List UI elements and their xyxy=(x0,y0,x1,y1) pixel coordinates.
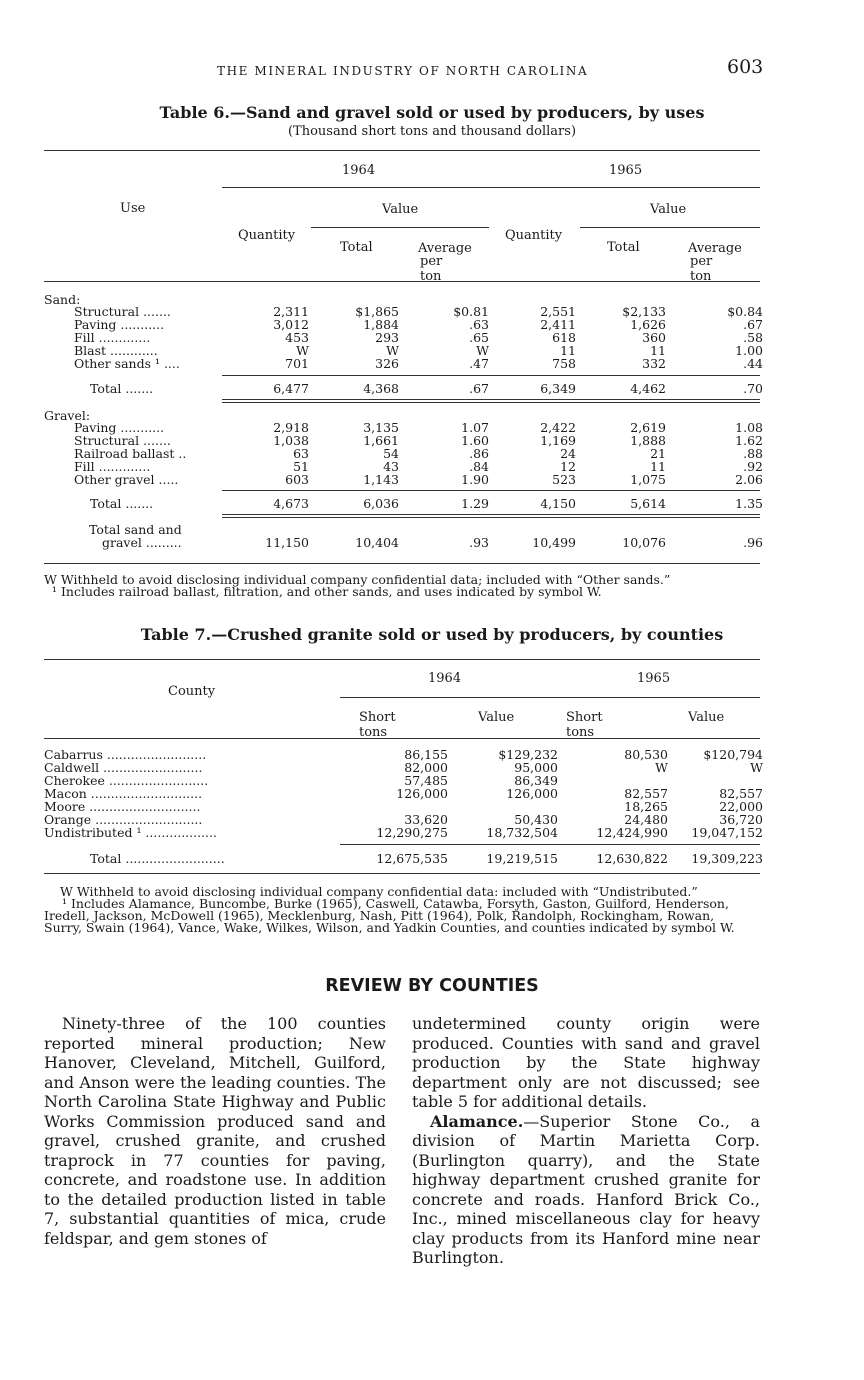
county-county-label: Caldwell ......................... xyxy=(44,760,203,775)
table7-body xyxy=(44,748,763,839)
sand-cell: 701 xyxy=(285,356,309,371)
right-column xyxy=(412,1014,760,1268)
grand-total-cell: .93 xyxy=(469,535,489,550)
county-county-label: Undistributed ¹ .................. xyxy=(44,825,217,840)
table7-top-rule xyxy=(44,659,760,660)
county-cell: 18,732,504 xyxy=(486,825,558,840)
sand-cell: 332 xyxy=(642,356,666,371)
county-row xyxy=(44,826,763,839)
gravel-cell: 523 xyxy=(552,472,576,487)
sand-cell: 2,551 xyxy=(540,304,576,319)
gravel-cell: 63 xyxy=(293,446,309,461)
county-total-cell: 12,630,822 xyxy=(596,851,668,866)
th7-value-1964: Value xyxy=(478,710,515,725)
gravel-cell: 54 xyxy=(383,446,399,461)
gravel-use-label: Structural ....... xyxy=(74,433,171,448)
county-cell: 80,530 xyxy=(624,747,668,762)
county-cell: 86,155 xyxy=(404,747,448,762)
gravel-cell: 1,169 xyxy=(540,433,576,448)
sand-total-cell: 6,349 xyxy=(540,381,576,396)
th7-value-1965: Value xyxy=(688,710,725,725)
county-total-cell: 12,675,535 xyxy=(376,851,448,866)
grand-total-cell: 11,150 xyxy=(265,535,309,550)
county-cell: 86,349 xyxy=(514,773,558,788)
sand-cell: .44 xyxy=(743,356,763,371)
gravel-cell: 1,661 xyxy=(363,433,399,448)
sand-cell: 1,884 xyxy=(363,317,399,332)
table6-subcaption: (Thousand short tons and thousand dollars) xyxy=(287,124,577,139)
county-cell: W xyxy=(750,760,763,775)
table6-caption: Table 6.—Sand and gravel sold or used by producers, by uses xyxy=(159,103,705,122)
county-cell: 33,620 xyxy=(404,812,448,827)
grand-total-row xyxy=(44,536,763,549)
sand-use-label: Other sands ¹ .... xyxy=(74,356,180,371)
county-cell: 36,720 xyxy=(719,812,763,827)
gravel-cell: 603 xyxy=(285,472,309,487)
th-quantity-1964: Quantity xyxy=(238,228,296,243)
sand-cell: 293 xyxy=(375,330,399,345)
sand-cell: W xyxy=(476,343,489,358)
grand-total-table xyxy=(44,536,763,549)
th-value-1965: Value xyxy=(650,202,687,217)
sand-total-row xyxy=(44,382,763,395)
gravel-cell: 2,918 xyxy=(273,420,309,435)
county-cell: W xyxy=(655,760,668,775)
sand-cell: W xyxy=(296,343,309,358)
th-value-1964: Value xyxy=(382,202,419,217)
gravel-cell: 43 xyxy=(383,459,399,474)
county-cell: 57,485 xyxy=(404,773,448,788)
table7-subtotal-rule xyxy=(340,844,760,845)
gravel-total-cell: 6,036 xyxy=(363,496,399,511)
gravel-cell: 1.90 xyxy=(461,472,489,487)
grand-total-cell: 10,404 xyxy=(355,535,399,550)
gravel-subtotal-rule xyxy=(222,490,760,491)
sand-total-cell: 4,462 xyxy=(630,381,666,396)
gravel-cell: .86 xyxy=(469,446,489,461)
sand-cell: 3,012 xyxy=(273,317,309,332)
grand-total-cell: 10,076 xyxy=(622,535,666,550)
sand-cell: .65 xyxy=(469,330,489,345)
table6-value-rule-1965 xyxy=(580,227,760,228)
gravel-cell: 1.62 xyxy=(735,433,763,448)
county-county-label: Macon ............................ xyxy=(44,786,203,801)
grand-total-label1: Total sand and xyxy=(89,522,182,537)
gravel-cell: .84 xyxy=(469,459,489,474)
sand-total-cell: 6,477 xyxy=(273,381,309,396)
sand-cell: $2,133 xyxy=(622,304,666,319)
county-county-label: Orange ........................... xyxy=(44,812,203,827)
sand-cell: .67 xyxy=(743,317,763,332)
table6-bottom-rule xyxy=(44,563,760,564)
gravel-total-cell: 4,673 xyxy=(273,496,309,511)
gravel-cell: 51 xyxy=(293,459,309,474)
gravel-cell: 1,038 xyxy=(273,433,309,448)
gravel-total-table xyxy=(44,497,763,510)
gravel-cell: 1,075 xyxy=(630,472,666,487)
gravel-cell: 1,143 xyxy=(363,472,399,487)
county-cell: 22,000 xyxy=(719,799,763,814)
alamance-text: —Superior Stone Co., a division of Martin Marietta Corp. (Burlington quarry), and the State highway department crushed granite for concrete and roads. Hanford Brick Co., Inc., mined miscellaneous clay for heavy clay products from its Hanford mine near Burlington. xyxy=(412,1111,760,1267)
gravel-row xyxy=(44,473,763,486)
gravel-cell: 11 xyxy=(650,459,666,474)
sand-cell: 453 xyxy=(285,330,309,345)
county-cell: 24,480 xyxy=(624,812,668,827)
table7-header-bottom-rule xyxy=(44,738,760,739)
page-number: 603 xyxy=(727,56,764,78)
table7-note-w: W Withheld to avoid disclosing individual company confidential data: included with “Undistributed.” xyxy=(60,884,698,899)
county-cell: 50,430 xyxy=(514,812,558,827)
sand-cell: $0.84 xyxy=(727,304,763,319)
gravel-cell: 1,888 xyxy=(630,433,666,448)
county-cell: 126,000 xyxy=(396,786,448,801)
county-cell: 82,000 xyxy=(404,760,448,775)
gravel-total-cell: 5,614 xyxy=(630,496,666,511)
th-1964: 1964 xyxy=(342,163,376,178)
sand-row xyxy=(44,357,763,370)
county-cell: 12,424,990 xyxy=(596,825,668,840)
sand-use-label: Blast ............ xyxy=(74,343,158,358)
gravel-use-label: Fill ............. xyxy=(74,459,151,474)
county-cell: 95,000 xyxy=(514,760,558,775)
th7-1965: 1965 xyxy=(637,671,671,686)
sand-label: Sand: xyxy=(44,292,81,307)
gravel-cell: 21 xyxy=(650,446,666,461)
gravel-cell: 24 xyxy=(560,446,576,461)
sand-cell: $0.81 xyxy=(453,304,489,319)
sand-use-label: Fill ............. xyxy=(74,330,151,345)
grand-total-use-label: gravel ......... xyxy=(102,535,182,550)
county-cell: 18,265 xyxy=(624,799,668,814)
gravel-cell: 2,619 xyxy=(630,420,666,435)
gravel-label: Gravel: xyxy=(44,408,91,423)
sand-cell: 758 xyxy=(552,356,576,371)
sand-use-label: Structural ....... xyxy=(74,304,171,319)
th-avg-1965-a: Average xyxy=(688,241,742,256)
th-total-1964: Total xyxy=(340,240,373,255)
right-paragraph-1: undetermined county origin were produced. Counties with sand and gravel production by the State highway department only are not discussed; see table 5 for additional details. xyxy=(412,1014,760,1111)
running-title: THE MINERAL INDUSTRY OF NORTH CAROLINA xyxy=(217,64,589,78)
sand-cell: 11 xyxy=(650,343,666,358)
sand-total-cell: .67 xyxy=(469,381,489,396)
gravel-use-label: Other gravel ..... xyxy=(74,472,179,487)
th7-shorttons-1965: Short tons xyxy=(566,710,603,740)
sand-cell: 2,411 xyxy=(540,317,576,332)
table7-note-1c: Surry, Swain (1964), Vance, Wake, Wilkes, Wilson, and Yadkin Counties, and counties indicated by symbol W. xyxy=(44,920,735,935)
gravel-total-row xyxy=(44,497,763,510)
sand-total-cell: .70 xyxy=(743,381,763,396)
county-cell: 82,557 xyxy=(719,786,763,801)
gravel-cell: 1.60 xyxy=(461,433,489,448)
gravel-cell: 12 xyxy=(560,459,576,474)
county-cell: $129,232 xyxy=(498,747,558,762)
gravel-total-use-label: Total ....... xyxy=(90,496,154,511)
table6-value-rule-1964 xyxy=(311,227,489,228)
gravel-total-rule xyxy=(222,514,760,518)
sand-cell: 326 xyxy=(375,356,399,371)
county-cell: 126,000 xyxy=(506,786,558,801)
gravel-cell: .88 xyxy=(743,446,763,461)
county-county-label: Cherokee ......................... xyxy=(44,773,209,788)
gravel-table xyxy=(44,421,763,486)
grand-total-cell: 10,499 xyxy=(532,535,576,550)
county-cell: $120,794 xyxy=(703,747,763,762)
sand-total-rule xyxy=(222,399,760,403)
county-total-cell: 19,219,515 xyxy=(486,851,558,866)
county-total-cell: 19,309,223 xyxy=(691,851,763,866)
left-column xyxy=(44,1014,386,1248)
th-avg-1964-b: per ton xyxy=(420,254,443,284)
gravel-cell: 3,135 xyxy=(363,420,399,435)
sand-use-label: Paving ........... xyxy=(74,317,165,332)
review-heading: REVIEW BY COUNTIES xyxy=(325,976,539,996)
county-county-label: Cabarrus ......................... xyxy=(44,747,207,762)
gravel-cell: 2.06 xyxy=(735,472,763,487)
sand-cell: 11 xyxy=(560,343,576,358)
sand-cell: W xyxy=(386,343,399,358)
sand-cell: 1,626 xyxy=(630,317,666,332)
sand-cell: 2,311 xyxy=(273,304,309,319)
table7-caption: Table 7.—Crushed granite sold or used by producers, by counties xyxy=(140,625,724,644)
gravel-cell: 1.07 xyxy=(461,420,489,435)
sand-total-table xyxy=(44,382,763,395)
sand-cell: 618 xyxy=(552,330,576,345)
sand-subtotal-rule xyxy=(222,375,760,376)
th7-1964: 1964 xyxy=(428,671,462,686)
th-1965: 1965 xyxy=(609,163,643,178)
table7-note-1a: ¹ Includes Alamance, Buncombe, Burke (1965), Caswell, Catawba, Forsyth, Gaston, Guilford, Henderson, xyxy=(62,896,729,911)
right-paragraph-2 xyxy=(412,1112,760,1268)
table7-total xyxy=(44,852,763,865)
th7-shorttons-1964: Short tons xyxy=(359,710,396,740)
th-county: County xyxy=(168,684,216,699)
th-avg-1965-b: per ton xyxy=(690,254,713,284)
alamance-label: Alamance. xyxy=(430,1111,524,1131)
county-cell: 19,047,152 xyxy=(691,825,763,840)
table6-top-rule xyxy=(44,150,760,151)
county-cell: 12,290,275 xyxy=(376,825,448,840)
gravel-cell: .92 xyxy=(743,459,763,474)
gravel-cell: 2,422 xyxy=(540,420,576,435)
sand-cell: 1.00 xyxy=(735,343,763,358)
gravel-total-cell: 1.35 xyxy=(735,496,763,511)
county-total-row xyxy=(44,852,763,865)
sand-cell: .58 xyxy=(743,330,763,345)
table6-year-rule xyxy=(222,187,760,188)
grand-total-cell: .96 xyxy=(743,535,763,550)
sand-table xyxy=(44,305,763,370)
sand-cell: $1,865 xyxy=(355,304,399,319)
sand-cell: 360 xyxy=(642,330,666,345)
th-avg-1964-a: Average xyxy=(418,241,472,256)
th-quantity-1965: Quantity xyxy=(505,228,563,243)
sand-total-use-label: Total ....... xyxy=(90,381,154,396)
gravel-total-cell: 4,150 xyxy=(540,496,576,511)
sand-cell: .47 xyxy=(469,356,489,371)
th-total-1965: Total xyxy=(607,240,640,255)
table7-bottom-rule xyxy=(44,873,760,874)
table6-note-w: W Withheld to avoid disclosing individual company confidential data; included with “Other sands.” xyxy=(44,572,671,587)
gravel-use-label: Railroad ballast .. xyxy=(74,446,187,461)
county-total-county-label: Total ......................... xyxy=(90,851,225,866)
gravel-total-cell: 1.29 xyxy=(461,496,489,511)
gravel-use-label: Paving ........... xyxy=(74,420,165,435)
county-county-label: Moore ............................ xyxy=(44,799,201,814)
th-use: Use xyxy=(120,201,146,216)
table6-header-bottom-rule xyxy=(44,281,760,282)
gravel-cell: 1.08 xyxy=(735,420,763,435)
sand-total-cell: 4,368 xyxy=(363,381,399,396)
left-paragraph: Ninety-three of the 100 counties reported mineral production; New Hanover, Cleveland, Mitchell, Guilford, and Anson were the leading counties. The North Carolina State Highway and Public Works Commission produced sand and gravel, crushed granite, and crushed traprock in 77 counties for paving, concrete, and roadstone use. In addition to the detailed production listed in table 7, substantial quantities of mica, crude feldspar, and gem stones of xyxy=(44,1014,386,1248)
sand-cell: .63 xyxy=(469,317,489,332)
table6-note-1: ¹ Includes railroad ballast, filtration, and other sands, and uses indicated by symbol W. xyxy=(52,584,602,599)
table7-year-rule xyxy=(340,697,760,698)
table7-note-1b: Iredell, Jackson, McDowell (1965), Mecklenburg, Nash, Pitt (1964), Polk, Randolph, Rockingham, Rowan, xyxy=(44,908,715,923)
county-cell: 82,557 xyxy=(624,786,668,801)
